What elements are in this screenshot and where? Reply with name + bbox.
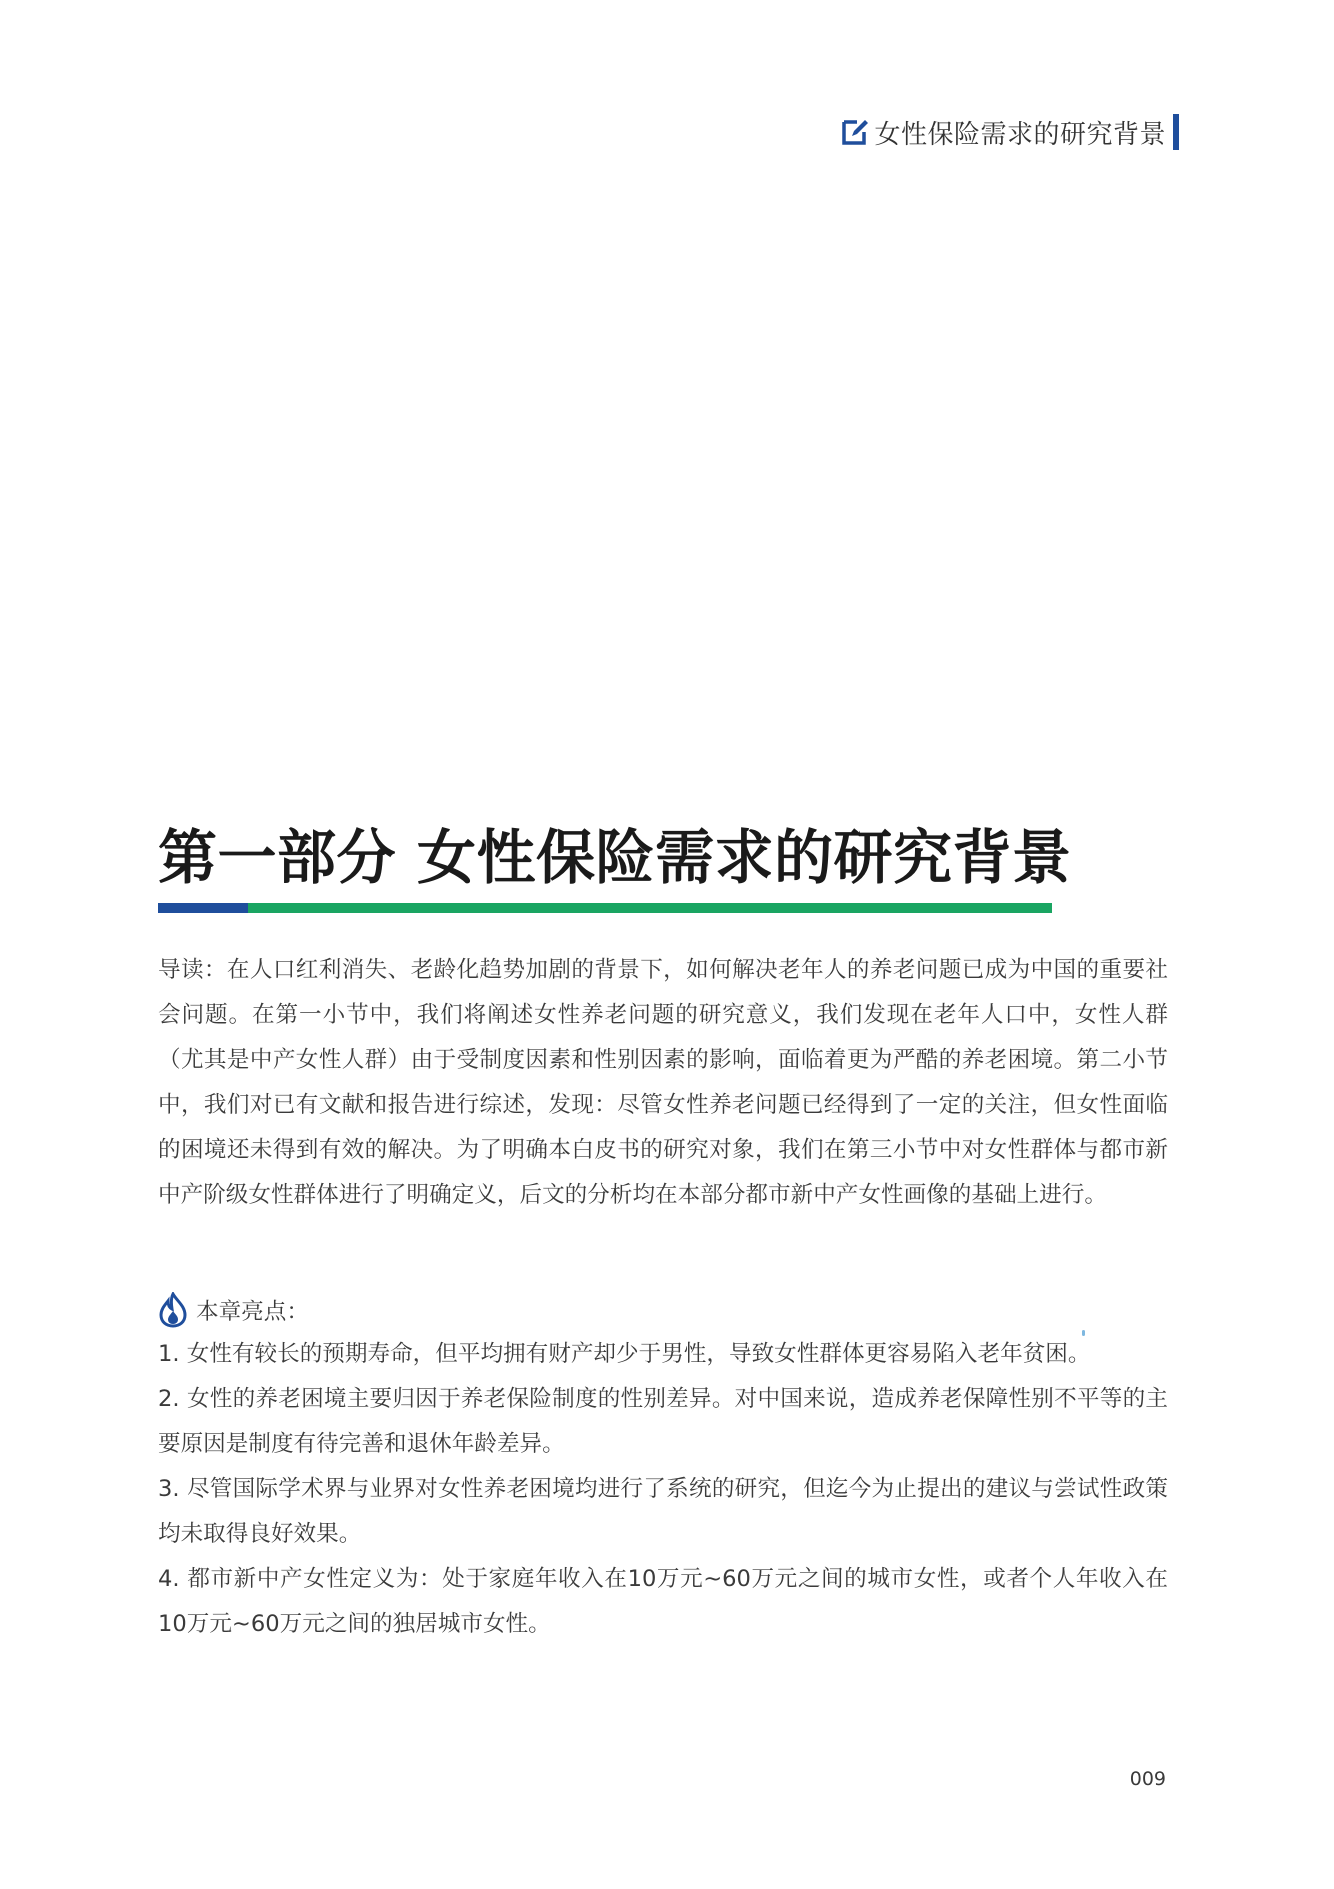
highlight-item: 1. 女性有较长的预期寿命，但平均拥有财产却少于男性，导致女性群体更容易陷入老年贫困。 <box>158 1341 1091 1367</box>
highlights-title: 本章亮点： <box>196 1298 309 1325</box>
running-header-title: 女性保险需求的研究背景 <box>874 119 1166 150</box>
underline-green-segment <box>248 903 1052 913</box>
highlight-item: 3. 尽管国际学术界与业界对女性养老困境均进行了系统的研究，但迄今为止提出的建议与尝试性政策均未取得良好效果。 <box>158 1476 1168 1547</box>
running-header <box>840 112 1166 152</box>
chapter-highlights <box>158 1287 1168 1647</box>
highlights-header <box>158 1287 1168 1332</box>
decorative-speck <box>1082 1330 1085 1336</box>
intro-paragraph: 导读：在人口红利消失、老龄化趋势加剧的背景下，如何解决老年人的养老问题已成为中国的重要社会问题。在第一小节中，我们将阐述女性养老问题的研究意义，我们发现在老年人口中，女性人群（尤其是中产女性人群）由于受制度因素和性别因素的影响，面临着更为严酷的养老困境。第二小节中，我们对已有文献和报告进行综述，发现：尽管女性养老问题已经得到了一定的关注，但女性面临的困境还未得到有效的解决。为了明确本白皮书的研究对象，我们在第三小节中对女性群体与都市新中产阶级女性群体进行了明确定义，后文的分析均在本部分都市新中产女性画像的基础上进行。 <box>158 957 1168 1208</box>
highlights-list <box>158 1332 1168 1647</box>
title-underline <box>158 903 1052 913</box>
underline-blue-segment <box>158 903 248 913</box>
edit-icon <box>840 117 870 147</box>
chapter-title: 第一部分 女性保险需求的研究背景 <box>158 823 1072 892</box>
highlight-item: 2. 女性的养老困境主要归因于养老保险制度的性别差异。对中国来说，造成养老保障性别不平等的主要原因是制度有待完善和退休年龄差异。 <box>158 1386 1168 1457</box>
highlight-item: 4. 都市新中产女性定义为：处于家庭年收入在10万元~60万元之间的城市女性，或者个人年收入在10万元~60万元之间的独居城市女性。 <box>158 1566 1168 1637</box>
page-number: 009 <box>1129 1768 1166 1790</box>
flame-icon <box>158 1292 188 1328</box>
header-accent-bar <box>1173 114 1179 150</box>
